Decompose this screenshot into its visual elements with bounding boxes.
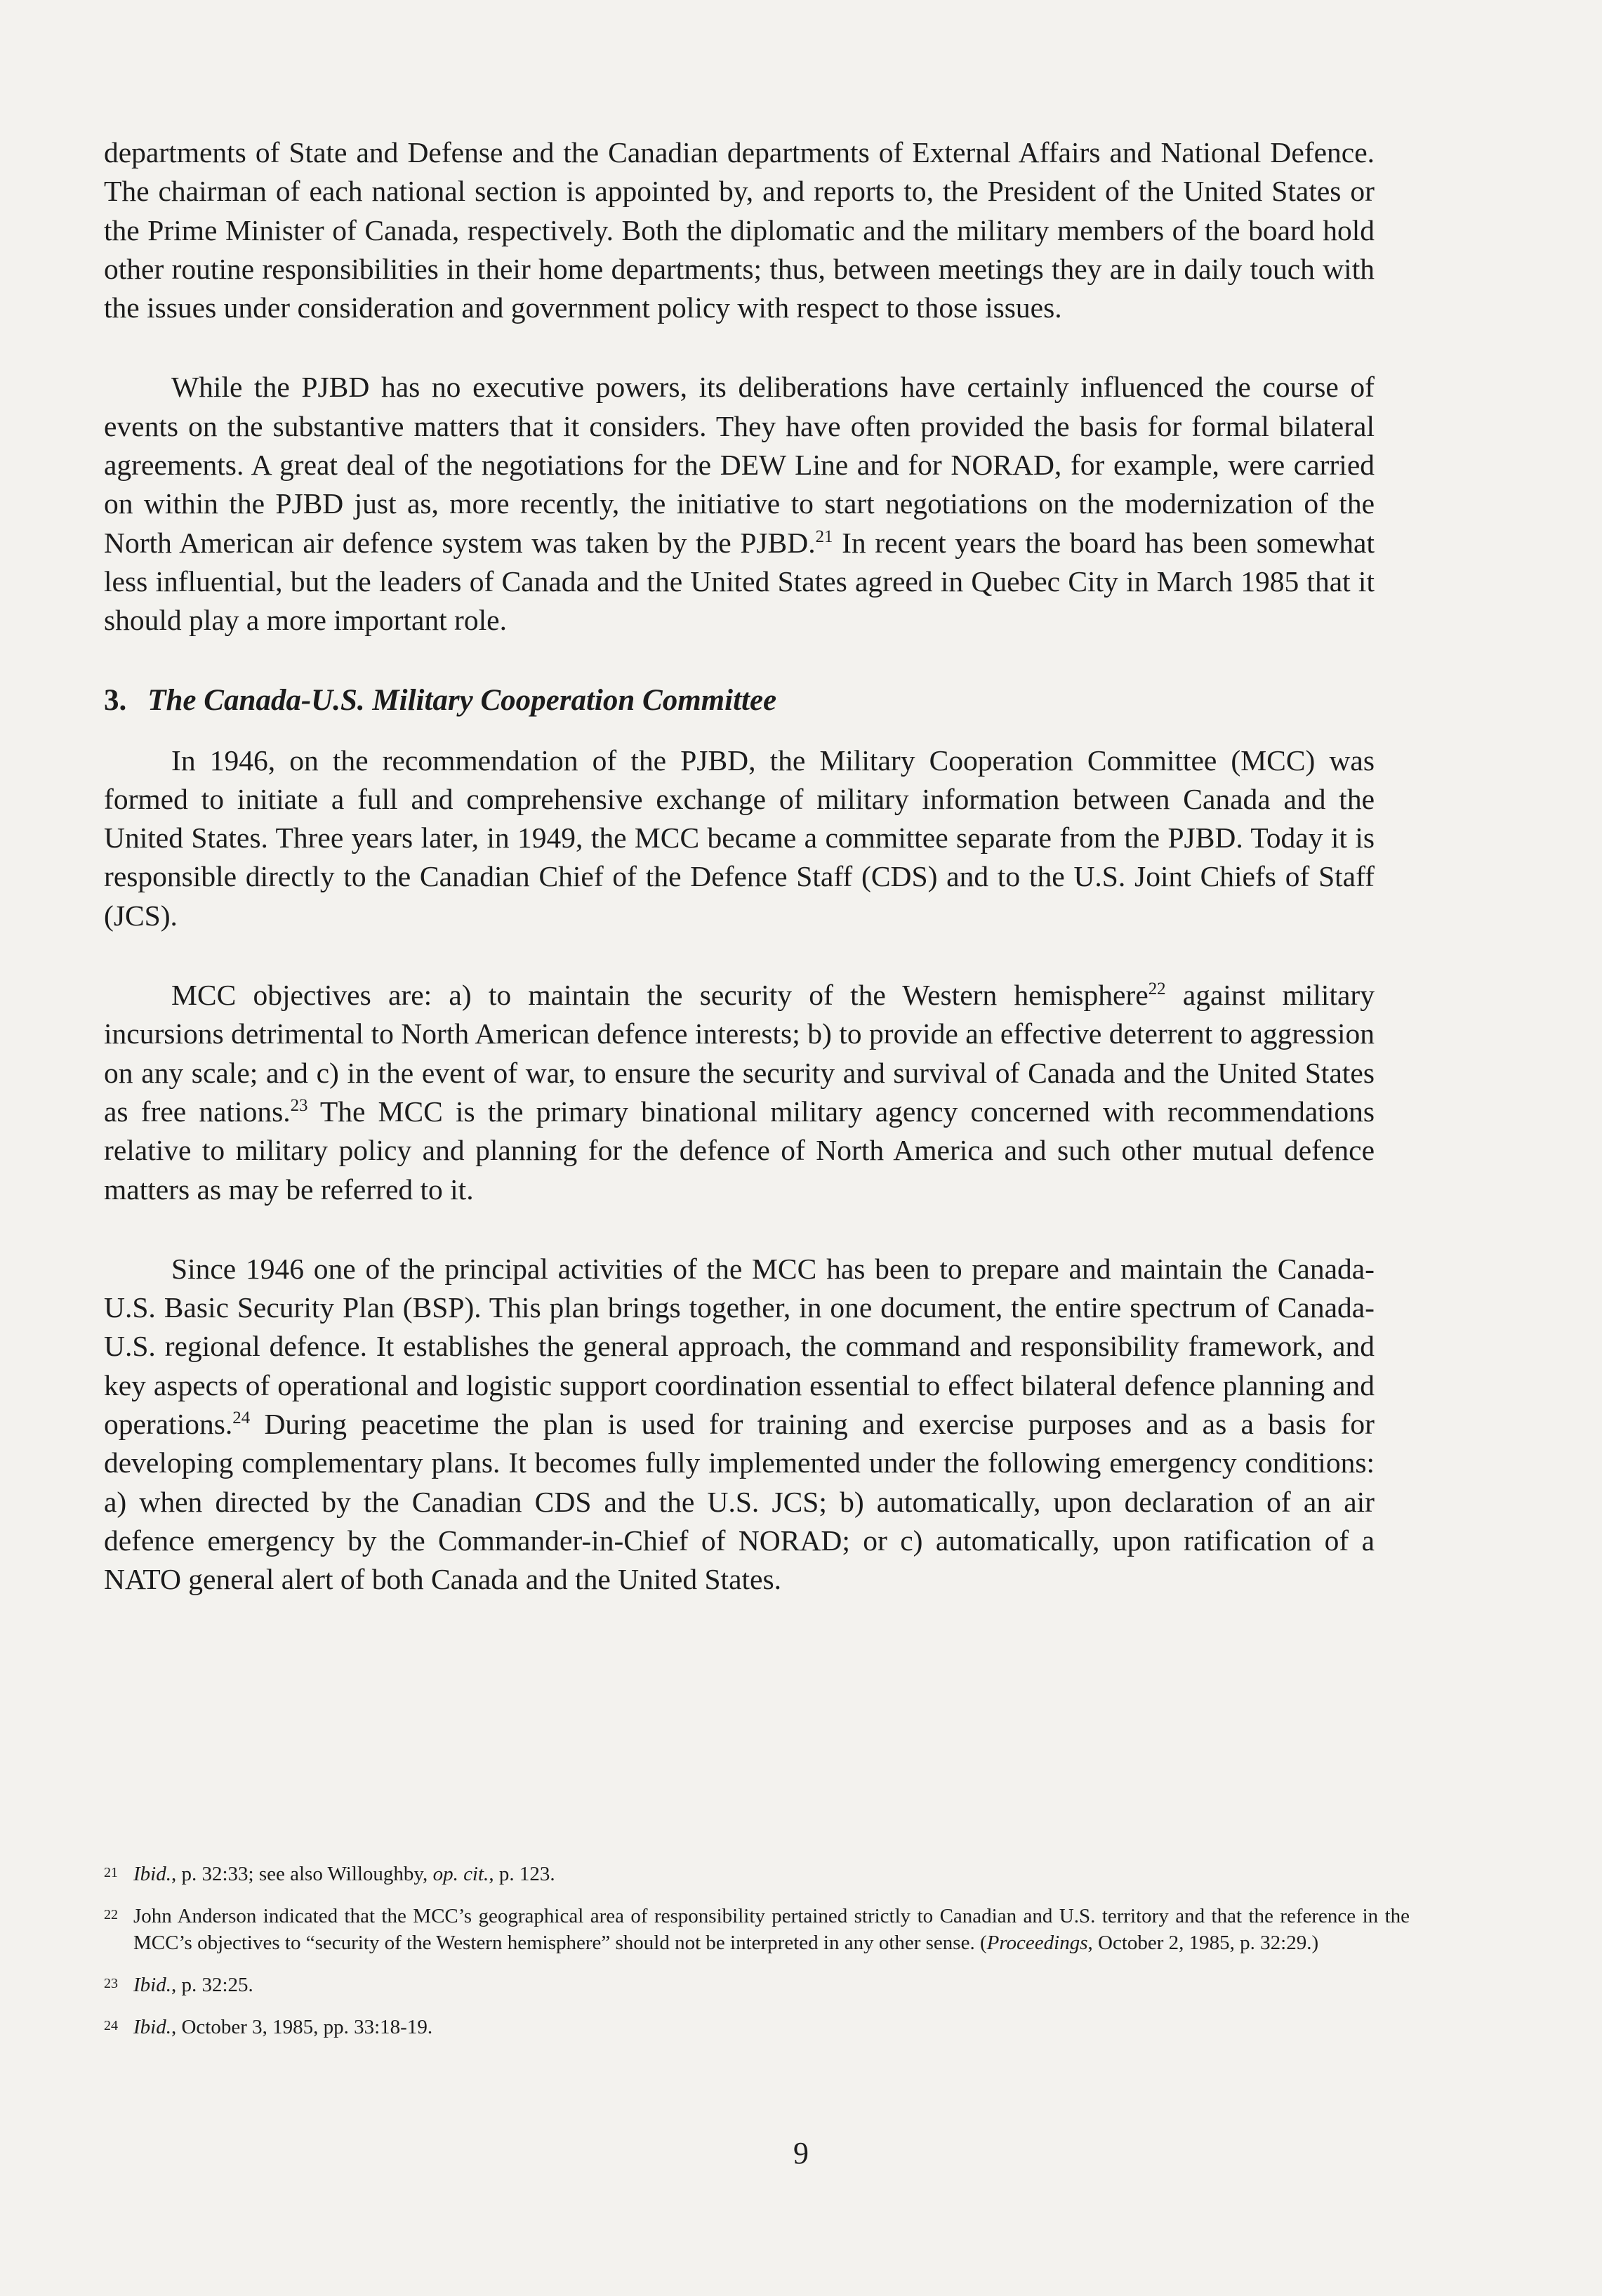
text-run: In recent years the board has been somewhat less influential, but the leaders of Canada and the United States agreed in Quebec City in March 1985 that it should play a more important role. xyxy=(104,526,1375,637)
page-number: 9 xyxy=(793,2136,809,2170)
text-run: , p. 32:25. xyxy=(171,1974,253,1996)
text-run: against military incursions detrimental to North American defence interests; b) to provide an effective deterrent to aggression on any scale; and c) in the event of war, to ensure the security and survival of Canada and the United States as free nations. xyxy=(104,979,1375,1128)
page-body xyxy=(104,133,1375,1640)
italic-text: op. cit. xyxy=(432,1863,489,1885)
intro-paragraphs xyxy=(104,133,1375,640)
italic-text: Ibid. xyxy=(133,1974,171,1996)
section-heading xyxy=(104,681,1375,720)
text-run: MCC objectives are: a) to maintain the security of the Western hemisphere xyxy=(171,979,1148,1012)
footnote-ref: 23 xyxy=(290,1096,308,1116)
paragraph-p1 xyxy=(104,133,1375,327)
footnote-24 xyxy=(104,2014,1410,2040)
footnote-text xyxy=(133,1903,1410,1956)
text-run: While the PJBD has no executive powers, its deliberations have certainly influenced the course of events on the substantive matters that it considers. They have often provided the basis for formal bilateral agreements. A great deal of the negotiations for the DEW Line and for NORAD, for example, were carried on within the PJBD just as, more recently, the initiative to start negotiations on the modernization of the North American air defence system was taken by the PJBD. xyxy=(104,371,1375,559)
italic-text: Ibid. xyxy=(133,1863,171,1885)
footnote-21 xyxy=(104,1861,1410,1887)
text-run: departments of State and Defense and the Canadian departments of External Affairs and National Defence. The chairman of each national section is appointed by, and reports to, the President of the United States or the Prime Minister of Canada, respectively. Both the diplomatic and the military members of the board hold other routine responsibilities in their home departments; thus, between meetings they are in daily touch with the issues under consideration and government policy with respect to those issues. xyxy=(104,136,1375,324)
text-run: Since 1946 one of the principal activities of the MCC has been to prepare and maintain the Canada-U.S. Basic Security Plan (BSP). This plan brings together, in one document, the entire spectrum of Canada-U.S. regional defence. It establishes the general approach, the command and responsibility framework, and key aspects of operational and logistic support coordination essential to effect bilateral defence planning and operations. xyxy=(104,1252,1375,1441)
paragraph-p2 xyxy=(104,368,1375,640)
footnote-number: 22 xyxy=(104,1907,118,1922)
footnote-ref: 24 xyxy=(232,1408,251,1428)
text-run: , p. 32:33; see also Willoughby, xyxy=(171,1863,433,1885)
italic-text: Proceedings xyxy=(986,1932,1088,1954)
text-run: , October 2, 1985, p. 32:29.) xyxy=(1087,1932,1319,1954)
section-title: The Canada-U.S. Military Cooperation Committee xyxy=(147,683,777,717)
footnote-22 xyxy=(104,1903,1410,1956)
footnote-number: 23 xyxy=(104,1976,118,1991)
paragraph-p4 xyxy=(104,976,1375,1209)
footnote-ref: 21 xyxy=(815,527,833,546)
text-run: , p. 123. xyxy=(489,1863,555,1885)
footnote-number: 24 xyxy=(104,2018,118,2033)
paragraph-p5 xyxy=(104,1250,1375,1599)
text-run: John Anderson indicated that the MCC’s geographical area of responsibility pertained strictly to Canadian and U.S. territory and that the reference in the MCC’s objectives to “security of the Western hemisphere” should not be interpreted in any other sense. ( xyxy=(133,1905,1410,1954)
footnotes xyxy=(104,1861,1410,2056)
section-number: 3. xyxy=(104,683,127,717)
section-paragraphs xyxy=(104,741,1375,1599)
footnote-text xyxy=(133,2014,1410,2040)
text-run: During peacetime the plan is used for training and exercise purposes and as a basis for developing complementary plans. It becomes fully implemented under the following emergency conditions: a) when directed by the Canadian CDS and the U.S. JCS; b) automatically, upon declaration of an air defence emergency by the Commander-in-Chief of NORAD; or c) automatically, upon ratification of a NATO general alert of both Canada and the United States. xyxy=(104,1408,1375,1596)
text-run: The MCC is the primary binational military agency concerned with recommendations relative to military policy and planning for the defence of North America and such other mutual defence matters as may be referred to it. xyxy=(104,1095,1375,1206)
footnote-text xyxy=(133,1861,1410,1887)
italic-text: Ibid. xyxy=(133,2016,171,2038)
footnote-text xyxy=(133,1972,1410,1998)
footnote-23 xyxy=(104,1972,1410,1998)
text-run: In 1946, on the recommendation of the PJBD, the Military Cooperation Committee (MCC) was formed to initiate a full and comprehensive exchange of military information between Canada and the United States. Three years later, in 1949, the MCC became a committee separate from the PJBD. Today it is responsible directly to the Canadian Chief of the Defence Staff (CDS) and to the U.S. Joint Chiefs of Staff (JCS). xyxy=(104,744,1375,932)
text-run: , October 3, 1985, pp. 33:18-19. xyxy=(171,2016,433,2038)
footnote-ref: 22 xyxy=(1148,979,1166,999)
footnote-number: 21 xyxy=(104,1865,118,1880)
paragraph-p3 xyxy=(104,741,1375,935)
